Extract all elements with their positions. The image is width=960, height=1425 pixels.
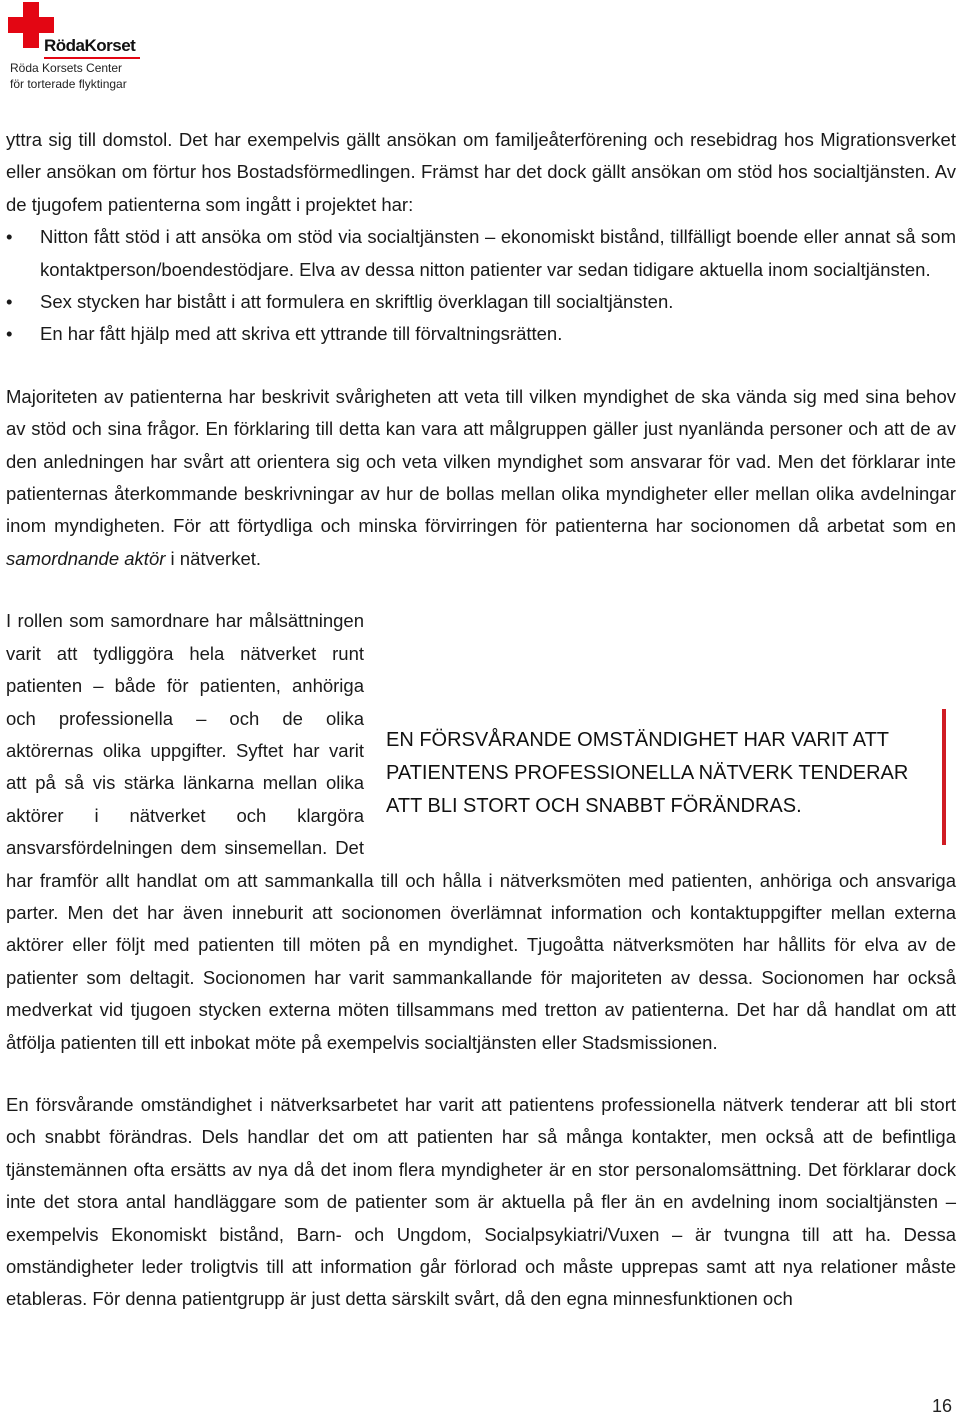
paragraph-text: I rollen som samordnare har målsättningen varit att tydliggöra hela nätverket runt patienten – både för patienten, anhöriga och professionella – och de olika aktörernas olika uppgifter. Syftet har varit att på så vis stärka länkarna mellan olika aktörer i nätverket och klargöra ansvarsfördelningen dem sinsemellan. Det har framför allt handlat om att sammankalla till och hålla i nätverksmöten med patienten, anhöriga och ansvariga parter. Men det har även inneburit att socionomen överlämnat information och kontaktuppgifter mellan externa aktörer eller följt med patienten till möten på en myndighet. Tjugoåtta nätverksmöten har hållits för elva av de patienter som deltagit. Socionomen har varit sammankallande för majoriteten av dessa. Socionomen har också medverkat vid tjugoen stycken externa möten tillsammans med tretton av patienterna. Det har då handlat om att åtfölja patienten till ett inbokat möte på exempelvis socialtjänsten eller Stadsmissionen. (6, 610, 956, 1053)
paragraph-text: i nätverket. (165, 547, 262, 569)
logo-brand-text: RödaKorset (44, 36, 136, 55)
paragraph-text: Majoriteten av patienterna har beskrivit svårigheten att veta till vilken myndighet de ska vända sig med sina behov av stöd och sina frågor. En förklaring till detta kan vara att målgruppen gäller just nyanlända personer och att de av den anledningen har svårt att orientera sig och veta vilken myndighet som ansvarar för vad. Men det förklarar inte patienternas återkommande beskrivningar av hur de bollas mellan olika myndigheter eller mellan olika avdelningar inom myndigheten. För att förtydliga och minska förvirringen för patienterna har socionomen då arbetat som en (6, 385, 956, 537)
paragraph-network-complexity: En försvårande omständighet i nätverksarbetet har varit att patientens professionella nätverk tenderar att bli stort och snabbt förändras. Dels handlar det om att patienten har så många kontakter, men också att de befintliga tjänstemännen ofta ersätts av nya då det inom flera myndigheter är en stor personalomsättning. Det förklarar dock inte det stora antal handläggare som de patienter som är aktuella på fler än en avdelning inom socialtjänsten – exempelvis Ekonomiskt bistånd, Barn- och Ungdom, Socialpsykiatri/Vuxen – är tvungna till att ha. Dessa omständigheter leder troligtvis till att information går förlorad och måste upprepas samt att nya relationer måste etableras. För denna patientgrupp är just detta särskilt svårt, då den egna minnesfunktionen och (6, 1093, 956, 1310)
page-number: 16 (931, 1396, 952, 1416)
logo-subtitle-line1: Röda Korsets Center (10, 61, 123, 75)
pull-quote (380, 709, 956, 857)
logo-subtitle (10, 60, 127, 92)
list-item (6, 318, 956, 350)
paragraph-coordinator-role (6, 605, 956, 1059)
bullet-list (6, 221, 956, 351)
intro-paragraph: yttra sig till domstol. Det har exempelvis gällt ansökan om familjeåterförening och resebidrag hos Migrationsverket eller ansökan om förtur hos Bostadsförmedlingen. Främst har det dock gällt ansökan om stöd hos socialtjänsten. Av de tjugofem patienterna som ingått i projektet har: (6, 129, 956, 215)
logo-subtitle-line2: för torterade flyktingar (10, 77, 127, 91)
pull-quote-text: EN FÖRSVÅRANDE OMSTÄNDIGHET HAR VARIT ATT PATIENTENS PROFESSIONELLA NÄTVERK TENDERAR ATT BLI STORT OCH SNABBT FÖRÄNDRAS. (386, 729, 909, 818)
list-item-text: Sex stycken har bistått i att formulera en skriftlig överklagan till socialtjänsten. (40, 291, 674, 313)
red-cross-logo (8, 2, 168, 94)
pull-quote-bar (942, 709, 946, 845)
paragraph-coordination (6, 381, 956, 575)
list-item-text: Nitton fått stöd i att ansöka om stöd via socialtjänsten – ekonomiskt bistånd, tillfälligt boende eller annat så som kontaktperson/boendestödjare. Elva av dessa nitton patienter var sedan tidigare aktuella inom socialtjänsten. (40, 226, 956, 280)
list-item (6, 221, 956, 286)
bullet-icon: • (6, 226, 13, 248)
list-item (6, 286, 956, 318)
bullet-icon: • (6, 323, 13, 345)
coordinator-section (6, 605, 956, 1059)
list-item-text: En har fått hjälp med att skriva ett yttrande till förvaltningsrätten. (40, 323, 563, 345)
logo-underline (44, 57, 140, 59)
emphasis-text: samordnande aktör (6, 547, 166, 569)
document-body (6, 124, 956, 1316)
bullet-icon: • (6, 291, 13, 313)
